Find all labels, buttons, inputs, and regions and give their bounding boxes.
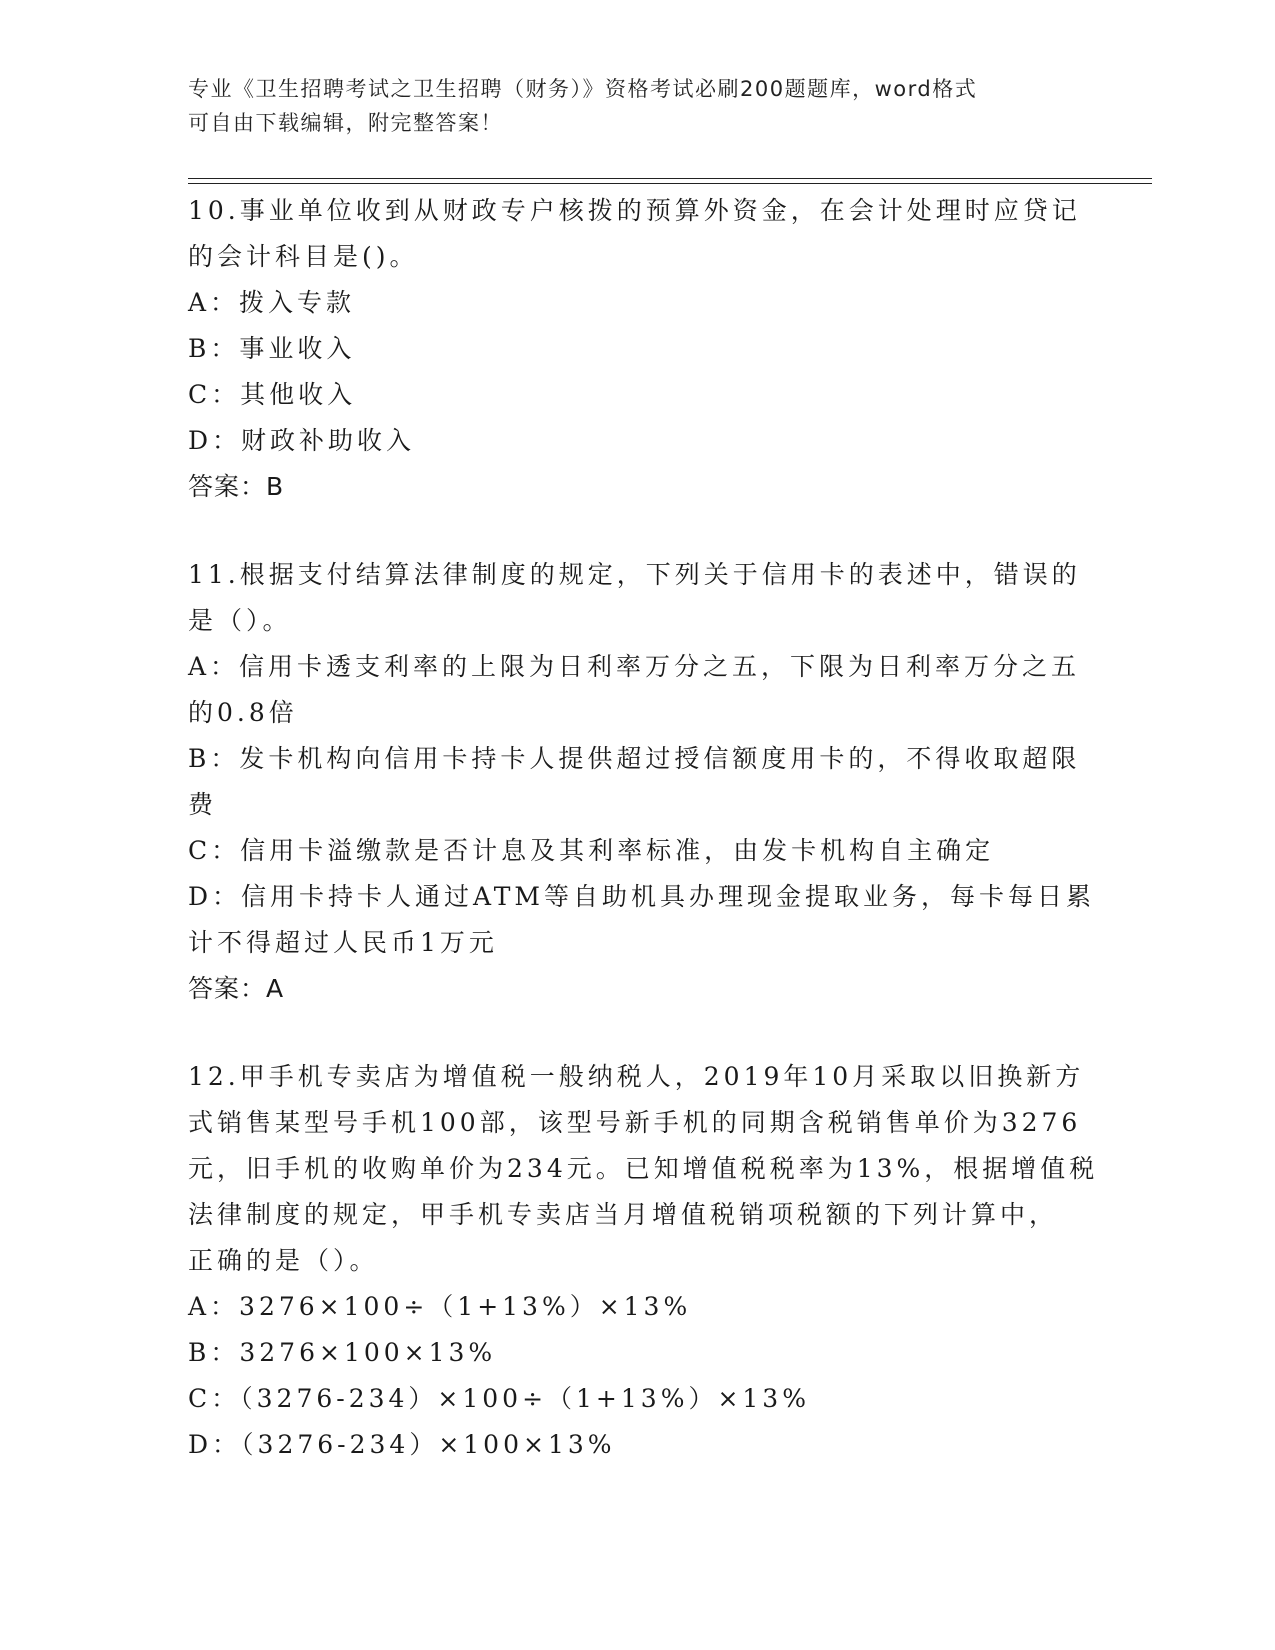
question-12 <box>188 1054 1099 1468</box>
question-10 <box>188 188 1088 510</box>
question-stem-line: 正确的是（）。 <box>188 1246 379 1275</box>
option-b-continued: 费 <box>188 790 218 819</box>
option-b: B：发卡机构向信用卡持卡人提供超过授信额度用卡的，不得收取超限 <box>188 744 1081 773</box>
question-stem-line: 10.事业单位收到从财政专户核拨的预算外资金，在会计处理时应贷记 <box>188 196 1081 225</box>
question-stem-line: 元，旧手机的收购单价为234元。已知增值税税率为13%，根据增值税 <box>188 1154 1099 1183</box>
option-d: D：财政补助收入 <box>188 426 416 455</box>
option-a: A：信用卡透支利率的上限为日利率万分之五，下限为日利率万分之五 <box>188 652 1081 681</box>
option-d: D：信用卡持卡人通过ATM等自助机具办理现金提取业务，每卡每日累 <box>188 882 1096 911</box>
option-a: A：3276×100÷（1+13%）×13% <box>188 1292 692 1321</box>
option-d-continued: 计不得超过人民币1万元 <box>188 928 498 957</box>
option-a: A：拨入专款 <box>188 288 356 317</box>
question-stem-line: 法律制度的规定，甲手机专卖店当月增值税销项税额的下列计算中， <box>188 1200 1059 1229</box>
header-divider-bottom <box>188 183 1152 184</box>
header-line-2: 可自由下载编辑，附完整答案！ <box>188 111 503 135</box>
question-stem-line: 11.根据支付结算法律制度的规定，下列关于信用卡的表述中，错误的 <box>188 560 1081 589</box>
option-c: C：（3276-234）×100÷（1+13%）×13% <box>188 1384 810 1413</box>
question-stem-line: 是（）。 <box>188 606 292 635</box>
option-d: D：（3276-234）×100×13% <box>188 1430 616 1459</box>
option-b: B：3276×100×13% <box>188 1338 497 1367</box>
answer-line: 答案：A <box>188 974 285 1003</box>
header-line-1: 专业《卫生招聘考试之卫生招聘（财务）》资格考试必刷200题题库，word格式 <box>188 77 978 101</box>
answer-line: 答案：B <box>188 472 285 501</box>
option-c: C：其他收入 <box>188 380 357 409</box>
header-divider-top <box>188 178 1152 179</box>
question-11 <box>188 552 1096 1012</box>
option-a-continued: 的0.8倍 <box>188 698 298 727</box>
question-stem-line: 式销售某型号手机100部，该型号新手机的同期含税销售单价为3276 <box>188 1108 1082 1137</box>
question-stem-line: 的会计科目是()。 <box>188 242 419 271</box>
document-header <box>188 72 1068 140</box>
question-stem-line: 12.甲手机专卖店为增值税一般纳税人，2019年10月采取以旧换新方 <box>188 1062 1085 1091</box>
option-b: B：事业收入 <box>188 334 356 363</box>
option-c: C：信用卡溢缴款是否计息及其利率标准，由发卡机构自主确定 <box>188 836 995 865</box>
